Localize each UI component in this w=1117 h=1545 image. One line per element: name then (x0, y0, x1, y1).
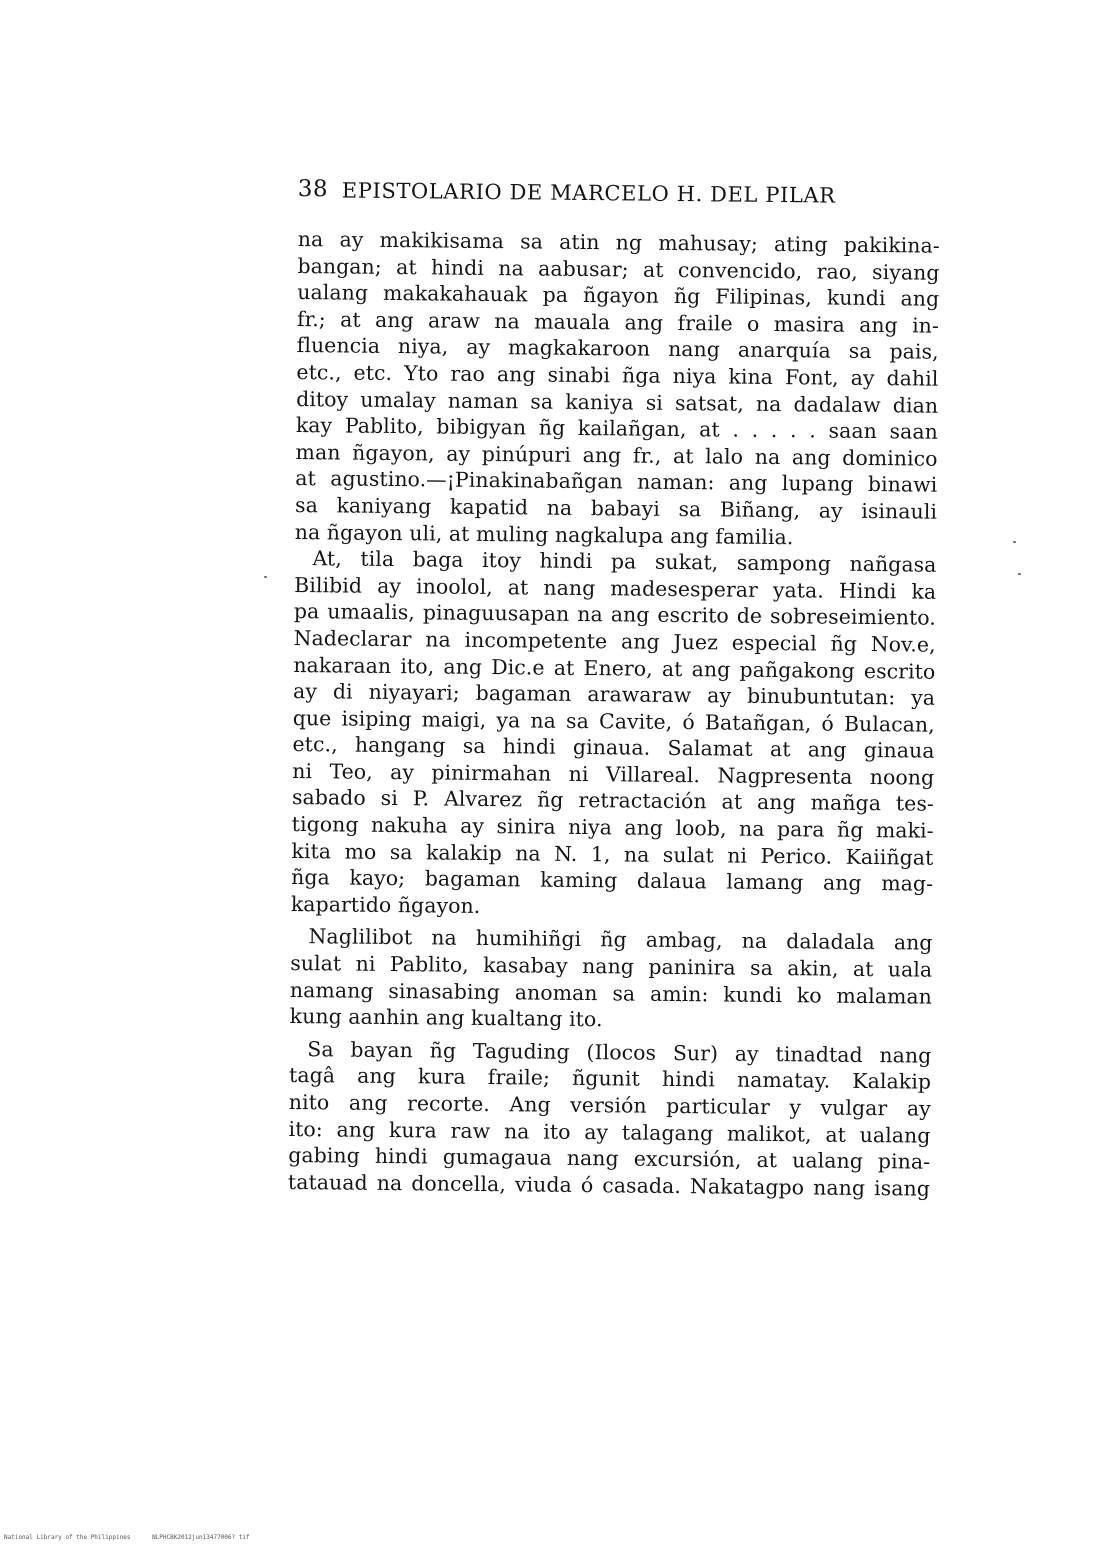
text-line: que isiping maigi, ya na sa Cavite, ó Batañgan, ó Bulacan, (292, 705, 935, 737)
text-line: pa umaalis, pinaguusapan na ang escrito de sobreseimiento. (293, 599, 937, 631)
text-line: ay di niyayari; bagaman arawaraw ay binubuntutan: ya (293, 679, 936, 710)
paragraph-3 (290, 923, 933, 1036)
text-line: kung aanhin ang kualtang ito. (289, 1004, 603, 1032)
paragraph-4 (288, 1036, 932, 1202)
text-line: ñga kayo; bagaman kaming dalaua lamang ang mag- (291, 865, 934, 896)
footer-library: National Library of the Philippines (4, 1534, 131, 1541)
page-header (298, 176, 878, 216)
text-line: nakaraan ito, ang Dic.e at Enero, at ang pañgakong escrito (293, 652, 936, 684)
page-number: 38 (297, 176, 329, 203)
text-line: kapartido ñgayon. (290, 891, 481, 918)
text-line: na ay makikisama sa atin ng mahusay; ating pakikina- (297, 226, 940, 258)
paragraph-2 (291, 545, 937, 924)
text-line: ualang makakahauak pa ñgayon ñg Filipinas, kundi ang (297, 280, 940, 311)
text-line: kita mo sa kalakip na N. 1, na sulat ni Perico. Kaiiñgat (291, 838, 934, 870)
text-line: etc., etc. Yto rao ang sinabi ñga niya kina Font, ay dahil (296, 359, 939, 391)
text-line: kay Pablito, bibigyan ñg kailañgan, at . . . . . saan saan (295, 413, 939, 444)
scan-speck (1013, 541, 1016, 543)
text-line: ditoy umalay naman sa kaniya si satsat, na dadalaw dian (296, 386, 939, 418)
text-line: man ñgayon, ay pinúpuri ang fr., at lalo na ang dominico (295, 439, 938, 471)
text-line: nito ang recorte. Ang versión particular y vulgar ay (288, 1089, 931, 1121)
text-line: tagâ ang kura fraile; ñgunit hindi namatay. Kalakip (288, 1063, 932, 1095)
text-line: gabing hindi gumagaua nang excursión, at ualang pina- (288, 1143, 931, 1174)
footer-file-id: NLPHCBK2012jun13477006? tif (152, 1534, 250, 1541)
paragraph-1 (295, 226, 940, 552)
text-line: sulat ni Pablito, kasabay nang paninira sa akin, at uala (290, 950, 933, 982)
text-line: na ñgayon uli, at muling nagkalupa ang familia. (294, 519, 794, 549)
text-line: sa kaniyang kapatid na babayi sa Biñang, ay isinauli (294, 492, 938, 524)
text-line: at agustino.—¡Pinakinabañgan naman: ang lupang binawi (295, 466, 938, 498)
body-text (288, 226, 940, 1202)
text-line: Naglilibot na humihiñgi ñg ambag, na daladala ang (308, 924, 933, 956)
text-line: fluencia niya, ay magkakaroon nang anarquía sa pais, (296, 333, 939, 365)
text-line: Bilibid ay inoolol, at nang madesesperar yata. Hindi ka (294, 572, 937, 604)
text-line: Sa bayan ñg Taguding (Ilocos Sur) ay tinadtad nang (307, 1036, 932, 1068)
text-line: etc., hangang sa hindi ginaua. Salamat at ang ginaua (292, 732, 935, 763)
running-title: EPISTOLARIO DE MARCELO H. DEL PILAR (341, 178, 836, 208)
scan-speck (1018, 573, 1021, 575)
text-line: sabado si P. Alvarez ñg retractación at ang mañga tes- (291, 785, 935, 817)
text-line: At, tila baga itoy hindi pa sukat, sampong nañgasa (312, 546, 937, 577)
text-line: ito: ang kura raw na ito ay talagang malikot, at ualang (288, 1116, 931, 1148)
text-line: Nadeclarar na incompetente ang Juez especial ñg Nov.e, (293, 625, 936, 657)
scan-speck (264, 576, 267, 578)
text-line: bangan; at hindi na aabusar; at convencido, rao, siyang (297, 253, 940, 285)
text-line: fr.; at ang araw na mauala ang fraile o masira ang in- (296, 306, 940, 338)
text-line: ni Teo, ay pinirmahan ni Villareal. Nagpresenta noong (292, 758, 935, 790)
text-line: tigong nakuha ay sinira niya ang loob, na para ñg maki- (291, 812, 934, 843)
scan-footer (4, 1534, 268, 1541)
text-line: tatauad na doncella, viuda ó casada. Nakatagpo nang isang (287, 1169, 931, 1201)
text-line: namang sinasabing anoman sa amin: kundi ko malaman (289, 977, 933, 1009)
